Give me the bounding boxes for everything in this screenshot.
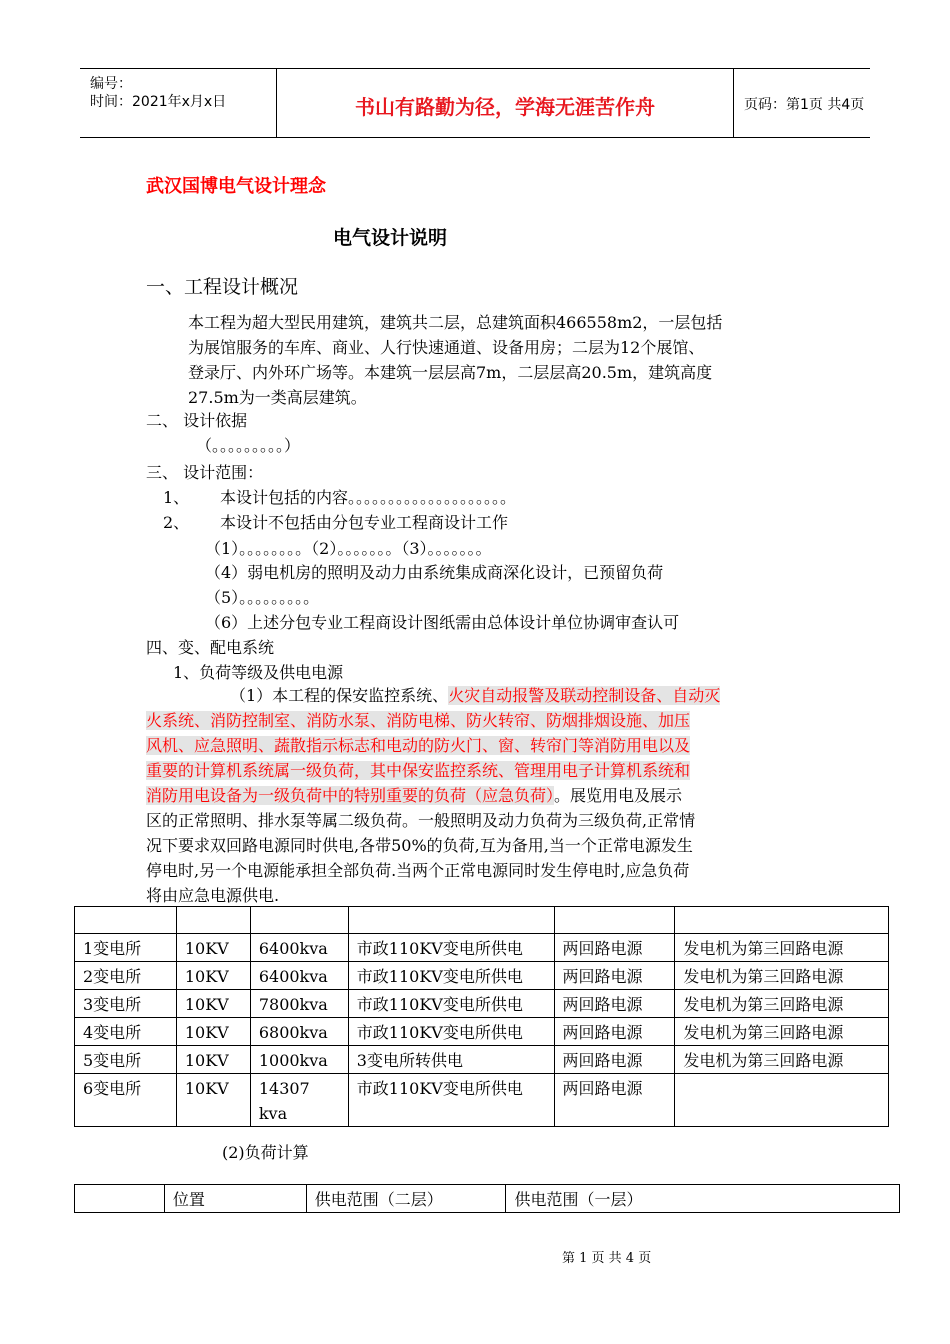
table-row xyxy=(75,990,889,1018)
section-3-heading: 三、 设计范围： xyxy=(146,463,264,482)
section-2-heading: 二、 设计依据 xyxy=(146,411,248,430)
highlighted-red-text: 消防用电设备为一级负荷中的特别重要的负荷（应急负荷） xyxy=(146,786,555,805)
table-cell: 两回路电源 xyxy=(554,934,675,962)
table-cell: 两回路电源 xyxy=(554,1018,675,1046)
load-calc-heading: (2)负荷计算 xyxy=(222,1143,309,1162)
section-1-line: 27.5m为一类高层建筑。 xyxy=(188,388,367,407)
table-cell: 5变电所 xyxy=(75,1046,177,1074)
table-cell: 6变电所 xyxy=(75,1074,177,1127)
table-cell: 4变电所 xyxy=(75,1018,177,1046)
section-3-sub-1: （1）。。。。。。。。（2）。。。。。。。（3）。。。。。。。 xyxy=(205,539,492,558)
load-calc-header-cell xyxy=(75,1185,165,1213)
table-row xyxy=(75,962,889,990)
load-level-paragraph xyxy=(146,683,816,908)
table-header-row xyxy=(75,907,889,934)
table-cell: 市政110KV变电所供电 xyxy=(348,934,554,962)
table-row xyxy=(75,934,889,962)
table-cell: 两回路电源 xyxy=(554,1074,675,1127)
table-cell: 发电机为第三回路电源 xyxy=(675,1046,889,1074)
table-cell xyxy=(675,1074,889,1127)
table-cell: 6400kva xyxy=(250,962,348,990)
paragraph-line-5-tail: 。展览用电及展示 xyxy=(554,786,683,805)
table-row xyxy=(75,1074,889,1127)
page-footer: 第 1 页 共 4 页 xyxy=(562,1251,652,1266)
section-3-item-1-text: 本设计包括的内容。。。。。。。。。。。。。。。。。。。。 xyxy=(220,488,517,507)
table-row xyxy=(75,1046,889,1074)
table-cell: 2变电所 xyxy=(75,962,177,990)
section-4-sub-1: 1、负荷等级及供电电源 xyxy=(173,663,344,682)
table-cell: 两回路电源 xyxy=(554,1046,675,1074)
main-title: 电气设计说明 xyxy=(333,227,448,249)
header-page-cell xyxy=(734,69,870,137)
highlighted-red-text: 火系统、消防控制室、消防水泵、消防电梯、防火转帘、防烟排烟设施、加压 xyxy=(146,711,691,730)
time-label: 时间：2021年x月x日 xyxy=(90,94,227,110)
table-cell: 10KV xyxy=(176,1074,250,1127)
table-cell xyxy=(176,907,250,934)
table-cell: 发电机为第三回路电源 xyxy=(675,962,889,990)
page-header xyxy=(80,68,870,138)
header-page-info: 页码：第1页 共4页 xyxy=(744,97,865,113)
paragraph-line-5 xyxy=(146,783,816,808)
table-row xyxy=(75,1018,889,1046)
table-cell: 10KV xyxy=(176,990,250,1018)
section-3-sub-4: （4）弱电机房的照明及动力由系统集成商深化设计，已预留负荷 xyxy=(205,563,664,582)
table-cell: 市政110KV变电所供电 xyxy=(348,1074,554,1127)
load-calc-header-cell: 位置 xyxy=(164,1185,306,1213)
section-1-line: 登录厅、内外环广场等。本建筑一层层高7m，二层层高20.5m，建筑高度 xyxy=(188,363,713,382)
load-calc-header-row xyxy=(75,1185,900,1213)
table-cell xyxy=(348,907,554,934)
paragraph-line-2 xyxy=(146,708,816,733)
paragraph-prefix: （1）本工程的保安监控系统、 xyxy=(230,686,449,705)
highlighted-red-text: 风机、应急照明、蔬散指示标志和电动的防火门、窗、转帘门等消防用电以及 xyxy=(146,736,691,755)
table-cell: 发电机为第三回路电源 xyxy=(675,990,889,1018)
paragraph-line-9: 将由应急电源供电. xyxy=(146,886,280,905)
load-calc-table xyxy=(74,1184,900,1213)
section-1-heading: 一、工程设计概况 xyxy=(146,276,299,298)
section-1-line: 为展馆服务的车库、商业、人行快速通道、设备用房；二层为12个展馆、 xyxy=(188,338,705,357)
company-title: 武汉国博电气设计理念 xyxy=(146,176,326,197)
paragraph-line-6: 区的正常照明、排水泵等属二级负荷。一般照明及动力负荷为三级负荷,正常情 xyxy=(146,811,696,830)
paragraph-line-7: 况下要求双回路电源同时供电,各带50%的负荷,互为备用,当一个正常电源发生 xyxy=(146,836,693,855)
table-cell: 14307 kva xyxy=(250,1074,348,1127)
table-cell: 发电机为第三回路电源 xyxy=(675,1018,889,1046)
table-cell: 市政110KV变电所供电 xyxy=(348,962,554,990)
section-3-item-1-num: 1、 xyxy=(163,488,190,507)
paragraph-line-4 xyxy=(146,758,816,783)
table-cell: 1变电所 xyxy=(75,934,177,962)
table-cell: 3变电所 xyxy=(75,990,177,1018)
section-1-body xyxy=(188,310,722,410)
header-meta-cell xyxy=(80,69,277,137)
table-cell: 6800kva xyxy=(250,1018,348,1046)
table-cell: 10KV xyxy=(176,1046,250,1074)
table-cell: 10KV xyxy=(176,962,250,990)
section-3-sub-5: （5）。。。。。。。。。 xyxy=(205,588,320,607)
table-cell: 7800kva xyxy=(250,990,348,1018)
substation-table xyxy=(74,906,889,1127)
table-cell xyxy=(675,907,889,934)
table-cell: 市政110KV变电所供电 xyxy=(348,1018,554,1046)
header-motto: 书山有路勤为径，学海无涯苦作舟 xyxy=(355,95,655,119)
table-cell: 6400kva xyxy=(250,934,348,962)
header-motto-cell xyxy=(277,69,734,137)
table-cell: 两回路电源 xyxy=(554,962,675,990)
load-calc-header-cell: 供电范围（二层） xyxy=(306,1185,506,1213)
highlighted-red-text: 重要的计算机系统属一级负荷，其中保安监控系统、管理用电子计算机系统和 xyxy=(146,761,691,780)
section-3-item-2-text: 本设计不包括由分包专业工程商设计工作 xyxy=(220,513,509,532)
section-3-item-2-num: 2、 xyxy=(163,513,190,532)
table-cell: 发电机为第三回路电源 xyxy=(675,934,889,962)
table-cell: 1000kva xyxy=(250,1046,348,1074)
highlighted-red-text: 火灾自动报警及联动控制设备、自动灭 xyxy=(448,686,721,705)
table-cell: 市政110KV变电所供电 xyxy=(348,990,554,1018)
table-cell: 10KV xyxy=(176,934,250,962)
table-cell xyxy=(554,907,675,934)
table-cell: 两回路电源 xyxy=(554,990,675,1018)
table-cell: 3变电所转供电 xyxy=(348,1046,554,1074)
section-3-sub-6: （6）上述分包专业工程商设计图纸需由总体设计单位协调审查认可 xyxy=(205,613,680,632)
section-4-heading: 四、变、配电系统 xyxy=(146,638,275,657)
code-label: 编号： xyxy=(90,76,132,92)
paragraph-line-3 xyxy=(146,733,816,758)
section-2-body: （。。。。。。。。。） xyxy=(196,436,301,455)
table-cell: 10KV xyxy=(176,1018,250,1046)
section-1-line: 本工程为超大型民用建筑，建筑共二层，总建筑面积466558m2，一层包括 xyxy=(188,313,723,332)
substation-table-body xyxy=(75,907,889,1127)
paragraph-line-1 xyxy=(146,683,816,708)
paragraph-line-8: 停电时,另一个电源能承担全部负荷.当两个正常电源同时发生停电时,应急负荷 xyxy=(146,861,690,880)
load-calc-header-cell: 供电范围（一层） xyxy=(506,1185,900,1213)
table-cell xyxy=(250,907,348,934)
table-cell xyxy=(75,907,177,934)
